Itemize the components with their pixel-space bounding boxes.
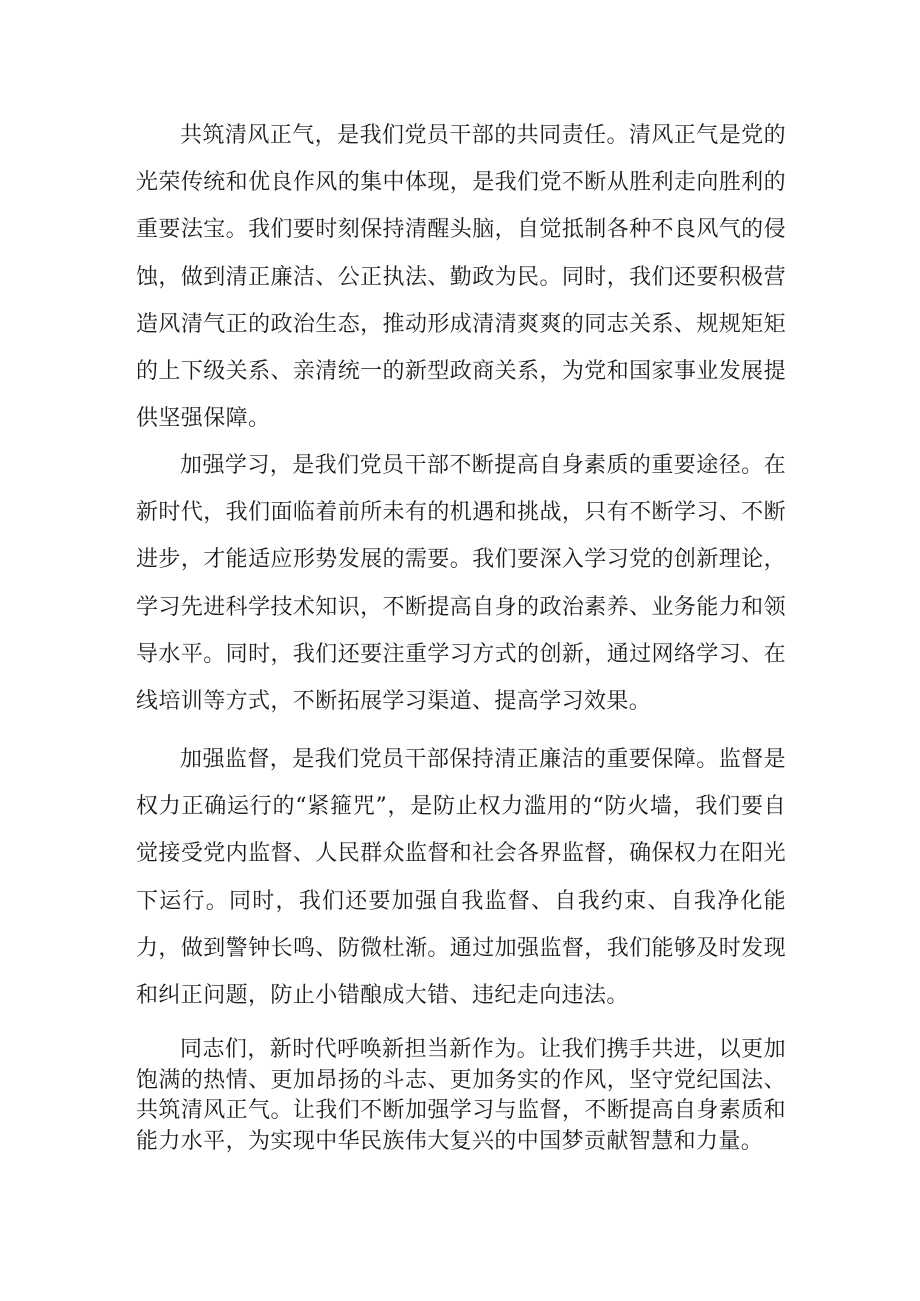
paragraph-supervision: 加强监督，是我们党员干部保持清正廉洁的重要保障。监督是权力正确运行的“紧箍咒”，是防止权力滥用的“防火墙，我们要自觉接受党内监督、人民群众监督和社会各界监督，确保权力在阳光下运行。同时，我们还要加强自我监督、自我约束、自我净化能力，做到警钟长鸣、防微杜渐。通过加强监督，我们能够及时发现和纠正问题，防止小错酿成大错、违纪走向违法。: [136, 747, 786, 1009]
paragraph-study: 加强学习，是我们党员干部不断提高自身素质的重要途径。在新时代，我们面临着前所未有的机遇和挑战，只有不断学习、不断进步，才能适应形势发展的需要。我们要深入学习党的创新理论，学习先进科学技术知识，不断提高自身的政治素养、业务能力和领导水平。同时，我们还要注重学习方式的创新，通过网络学习、在线培训等方式，不断拓展学习渠道、提高学习效果。: [136, 453, 786, 715]
paragraph-conclusion: 同志们，新时代呼唤新担当新作为。让我们携手共进，以更加饱满的热情、更加昂扬的斗志、更加务实的作风，坚守党纪国法、共筑清风正气。让我们不断加强学习与监督，不断提高自身素质和能力水平，为实现中华民族伟大复兴的中国梦贡献智慧和力量。: [136, 1037, 786, 1154]
paragraph-integrity: 共筑清风正气，是我们党员干部的共同责任。清风正气是党的光荣传统和优良作风的集中体现，是我们党不断从胜利走向胜利的重要法宝。我们要时刻保持清醒头脑，自觉抵制各种不良风气的侵蚀，做到清正廉洁、公正执法、勤政为民。同时，我们还要积极营造风清气正的政治生态，推动形成清清爽爽的同志关系、规规矩矩的上下级关系、亲清统一的新型政商关系，为党和国家事业发展提供坚强保障。: [136, 123, 786, 432]
